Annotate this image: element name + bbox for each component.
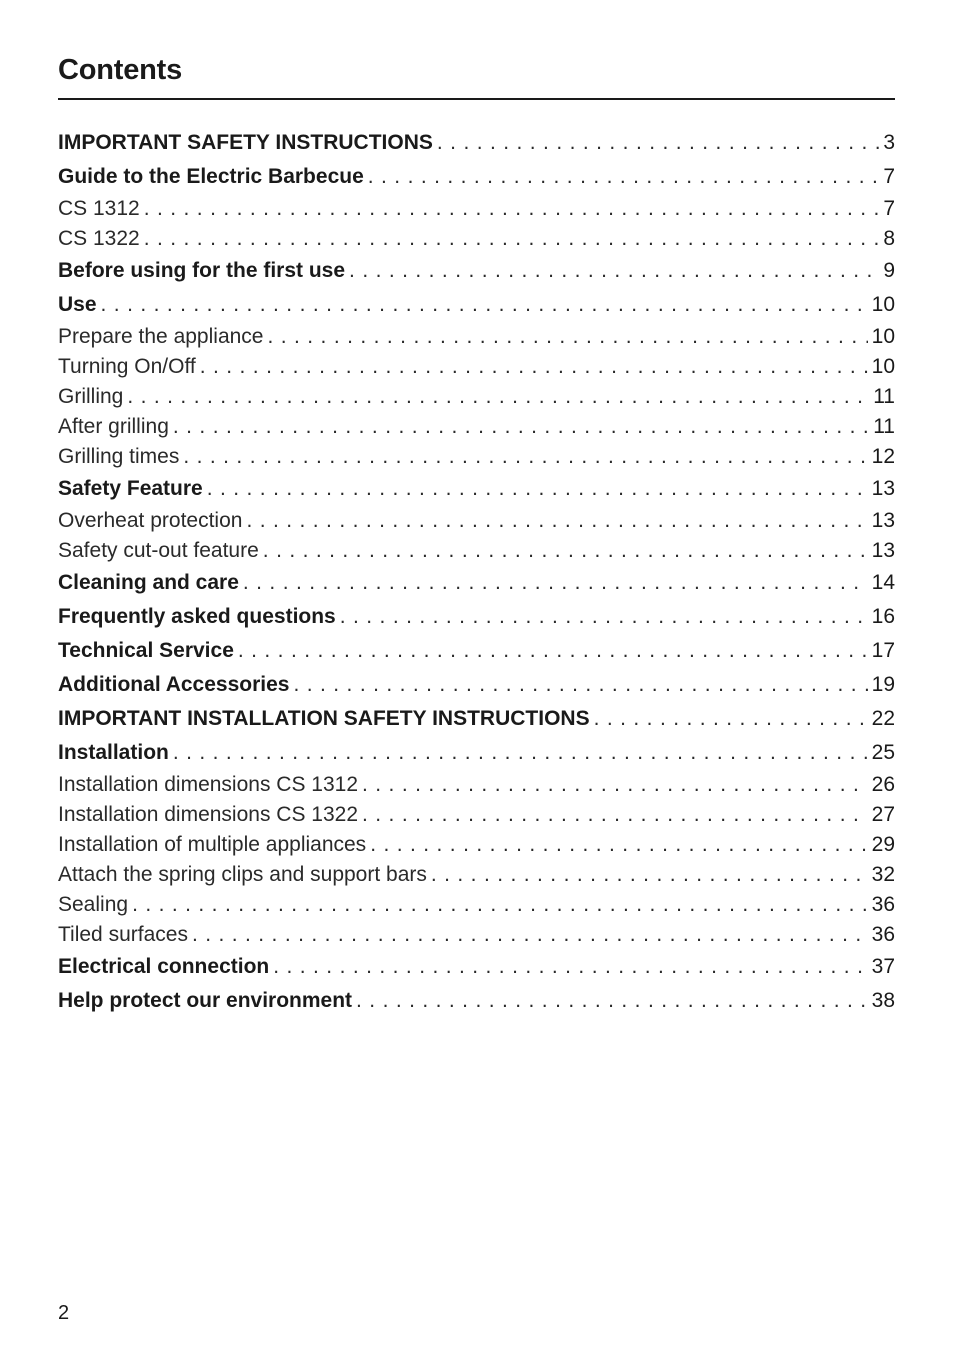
- toc-entry-label: Safety Feature: [58, 477, 203, 500]
- toc-entry[interactable]: [58, 800, 895, 830]
- toc-entry-page: 7: [883, 197, 895, 220]
- toc-entry-page: 36: [871, 923, 895, 946]
- toc-entry-page: 29: [871, 833, 895, 856]
- toc-entry-page: 8: [883, 227, 895, 250]
- toc-leader-dots: [183, 442, 867, 472]
- toc-entry-label: CS 1312: [58, 197, 140, 220]
- toc-entry-page: 27: [871, 803, 895, 826]
- toc-entry[interactable]: [58, 770, 895, 800]
- toc-leader-dots: [246, 506, 867, 536]
- toc-entry[interactable]: [58, 736, 895, 770]
- toc-entry-page: 19: [871, 673, 895, 696]
- toc-entry[interactable]: [58, 288, 895, 322]
- toc-entry-page: 10: [871, 293, 895, 316]
- toc-entry-page: 13: [871, 477, 895, 500]
- toc-entry-label: Technical Service: [58, 639, 234, 662]
- toc-leader-dots: [273, 950, 867, 984]
- toc-entry-label: Additional Accessories: [58, 673, 290, 696]
- toc-entry-page: 13: [871, 539, 895, 562]
- toc-entry-page: 11: [873, 385, 895, 408]
- toc-entry-page: 12: [871, 445, 895, 468]
- toc-leader-dots: [144, 224, 880, 254]
- toc-entry-label: Installation dimensions CS 1322: [58, 803, 359, 826]
- toc-leader-dots: [101, 288, 868, 322]
- toc-leader-dots: [243, 566, 868, 600]
- page-number: 2: [58, 1302, 70, 1324]
- toc-entry-label: Grilling times: [58, 445, 180, 468]
- toc-entry-page: 37: [871, 955, 895, 978]
- toc-entry[interactable]: [58, 442, 895, 472]
- toc-entry[interactable]: [58, 126, 895, 160]
- toc-entry-label: Attach the spring clips and support bars: [58, 863, 427, 886]
- toc-entry[interactable]: [58, 382, 895, 412]
- toc-entry-page: 32: [871, 863, 895, 886]
- toc-entry-label: Grilling: [58, 385, 124, 408]
- toc-entry-label: Help protect our environment: [58, 989, 353, 1012]
- toc-entry-page: 17: [871, 639, 895, 662]
- toc-entry-page: 16: [871, 605, 895, 628]
- toc-entry[interactable]: [58, 224, 895, 254]
- toc-leader-dots: [207, 472, 868, 506]
- page-title: Contents: [58, 54, 183, 86]
- title-divider: [58, 98, 895, 100]
- toc-leader-dots: [144, 194, 880, 224]
- toc-entry-page: 26: [871, 773, 895, 796]
- toc-entry-label: Overheat protection: [58, 509, 243, 532]
- toc-entry-label: After grilling: [58, 415, 169, 438]
- toc-entry-label: Tiled surfaces: [58, 923, 188, 946]
- toc-entry[interactable]: [58, 536, 895, 566]
- toc-leader-dots: [293, 668, 867, 702]
- toc-entry-label: CS 1322: [58, 227, 140, 250]
- toc-entry[interactable]: [58, 890, 895, 920]
- toc-entry-page: 7: [883, 165, 895, 188]
- toc-entry-label: Installation: [58, 741, 169, 764]
- toc-entry[interactable]: [58, 702, 895, 736]
- toc-entry-label: IMPORTANT INSTALLATION SAFETY INSTRUCTIONS: [58, 707, 590, 730]
- toc-entry-page: 38: [871, 989, 895, 1012]
- toc-entry-label: Frequently asked questions: [58, 605, 336, 628]
- toc-leader-dots: [340, 600, 868, 634]
- toc-entry-label: Installation of multiple appliances: [58, 833, 367, 856]
- toc-entry-label: Guide to the Electric Barbecue: [58, 165, 364, 188]
- toc-leader-dots: [173, 412, 869, 442]
- toc-entry[interactable]: [58, 472, 895, 506]
- toc-entry[interactable]: [58, 830, 895, 860]
- toc-entry[interactable]: [58, 860, 895, 890]
- toc-entry[interactable]: [58, 194, 895, 224]
- toc-leader-dots: [238, 634, 868, 668]
- toc-entry[interactable]: [58, 506, 895, 536]
- toc-leader-dots: [127, 382, 869, 412]
- toc-leader-dots: [437, 126, 879, 160]
- toc-leader-dots: [192, 920, 868, 950]
- toc-entry-page: 13: [871, 509, 895, 532]
- toc-entry[interactable]: [58, 352, 895, 382]
- toc-entry-label: Installation dimensions CS 1312: [58, 773, 359, 796]
- toc-entry[interactable]: [58, 566, 895, 600]
- toc-entry[interactable]: [58, 254, 895, 288]
- toc-entry-page: 10: [871, 325, 895, 348]
- toc-entry-label: Use: [58, 293, 97, 316]
- toc-leader-dots: [263, 536, 868, 566]
- toc-entry-label: Turning On/Off: [58, 355, 196, 378]
- toc-entry[interactable]: [58, 600, 895, 634]
- toc-entry[interactable]: [58, 412, 895, 442]
- toc-entry-label: Safety cut-out feature: [58, 539, 259, 562]
- toc-entry-label: Prepare the appliance: [58, 325, 264, 348]
- toc-entry-page: 25: [871, 741, 895, 764]
- toc-entry-label: Sealing: [58, 893, 129, 916]
- toc-entry-label: Electrical connection: [58, 955, 270, 978]
- toc-leader-dots: [349, 254, 879, 288]
- toc-entry[interactable]: [58, 322, 895, 352]
- toc-entry-page: 3: [883, 131, 895, 154]
- toc-entry-page: 9: [883, 259, 895, 282]
- toc-leader-dots: [356, 984, 868, 1018]
- toc-entry-label: IMPORTANT SAFETY INSTRUCTIONS: [58, 131, 433, 154]
- toc-entry-label: Cleaning and care: [58, 571, 239, 594]
- toc-entry[interactable]: [58, 984, 895, 1018]
- toc-entry[interactable]: [58, 160, 895, 194]
- toc-entry-page: 11: [873, 415, 895, 438]
- toc-leader-dots: [370, 830, 867, 860]
- table-of-contents: [58, 126, 895, 1018]
- toc-leader-dots: [368, 160, 880, 194]
- toc-leader-dots: [594, 702, 868, 736]
- toc-leader-dots: [132, 890, 868, 920]
- toc-leader-dots: [431, 860, 868, 890]
- toc-entry[interactable]: [58, 950, 895, 984]
- toc-entry[interactable]: [58, 634, 895, 668]
- toc-entry-page: 14: [871, 571, 895, 594]
- toc-entry[interactable]: [58, 668, 895, 702]
- toc-leader-dots: [362, 770, 868, 800]
- toc-leader-dots: [173, 736, 868, 770]
- toc-entry-page: 10: [871, 355, 895, 378]
- toc-leader-dots: [362, 800, 868, 830]
- toc-entry-label: Before using for the first use: [58, 259, 346, 282]
- toc-leader-dots: [200, 352, 868, 382]
- toc-entry-page: 22: [871, 707, 895, 730]
- toc-leader-dots: [267, 322, 867, 352]
- toc-entry[interactable]: [58, 920, 895, 950]
- toc-entry-page: 36: [871, 893, 895, 916]
